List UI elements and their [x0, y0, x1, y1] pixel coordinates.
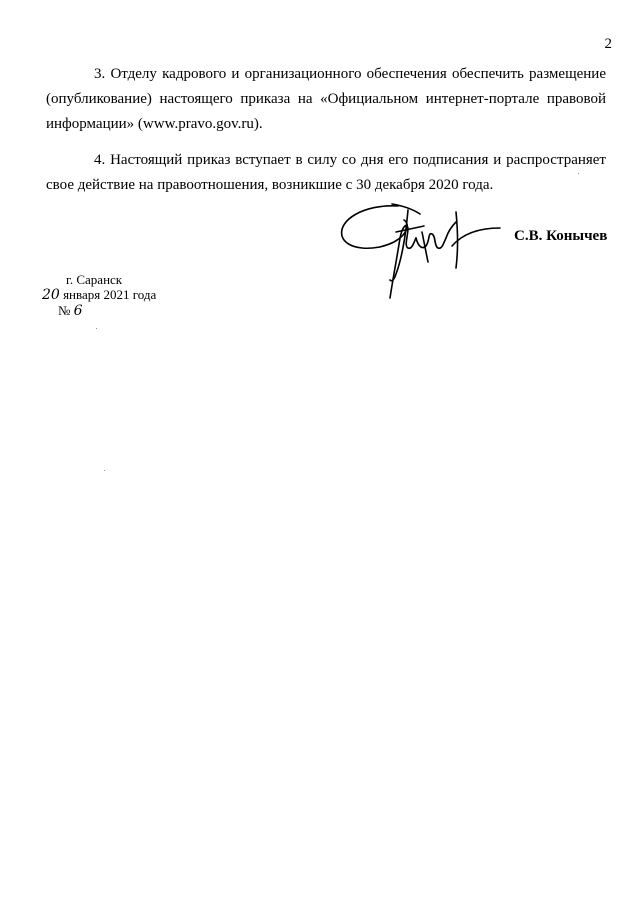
number-label: №	[58, 303, 71, 318]
paragraph-4: 4. Настоящий приказ вступает в силу со дня его подписания и распространяет свое действие на правоотношения, возникшие с 30 декабря 2020 года.	[46, 152, 606, 193]
city: г. Саранск	[66, 272, 123, 287]
scan-speck	[104, 470, 105, 471]
scan-speck	[578, 173, 579, 174]
number-handwritten: 6	[73, 303, 83, 319]
scan-speck	[96, 328, 97, 329]
handwritten-signature	[334, 202, 504, 302]
place-date-block	[42, 272, 157, 319]
date-day-handwritten: 20	[42, 287, 60, 303]
paragraph-3: 3. Отделу кадрового и организационного обеспечения обеспечить размещение (опубликование) настоящего приказа на «Официальном интернет-портале правовой информации» (www.pravo.gov.ru).	[46, 66, 606, 132]
page-number: 2	[604, 36, 612, 52]
date-month-year: января 2021 года	[63, 287, 157, 302]
city-line	[58, 272, 156, 287]
signer-name: С.В. Конычев	[514, 228, 608, 244]
document-body	[46, 62, 606, 209]
number-line	[58, 303, 156, 319]
date-line	[42, 287, 156, 303]
